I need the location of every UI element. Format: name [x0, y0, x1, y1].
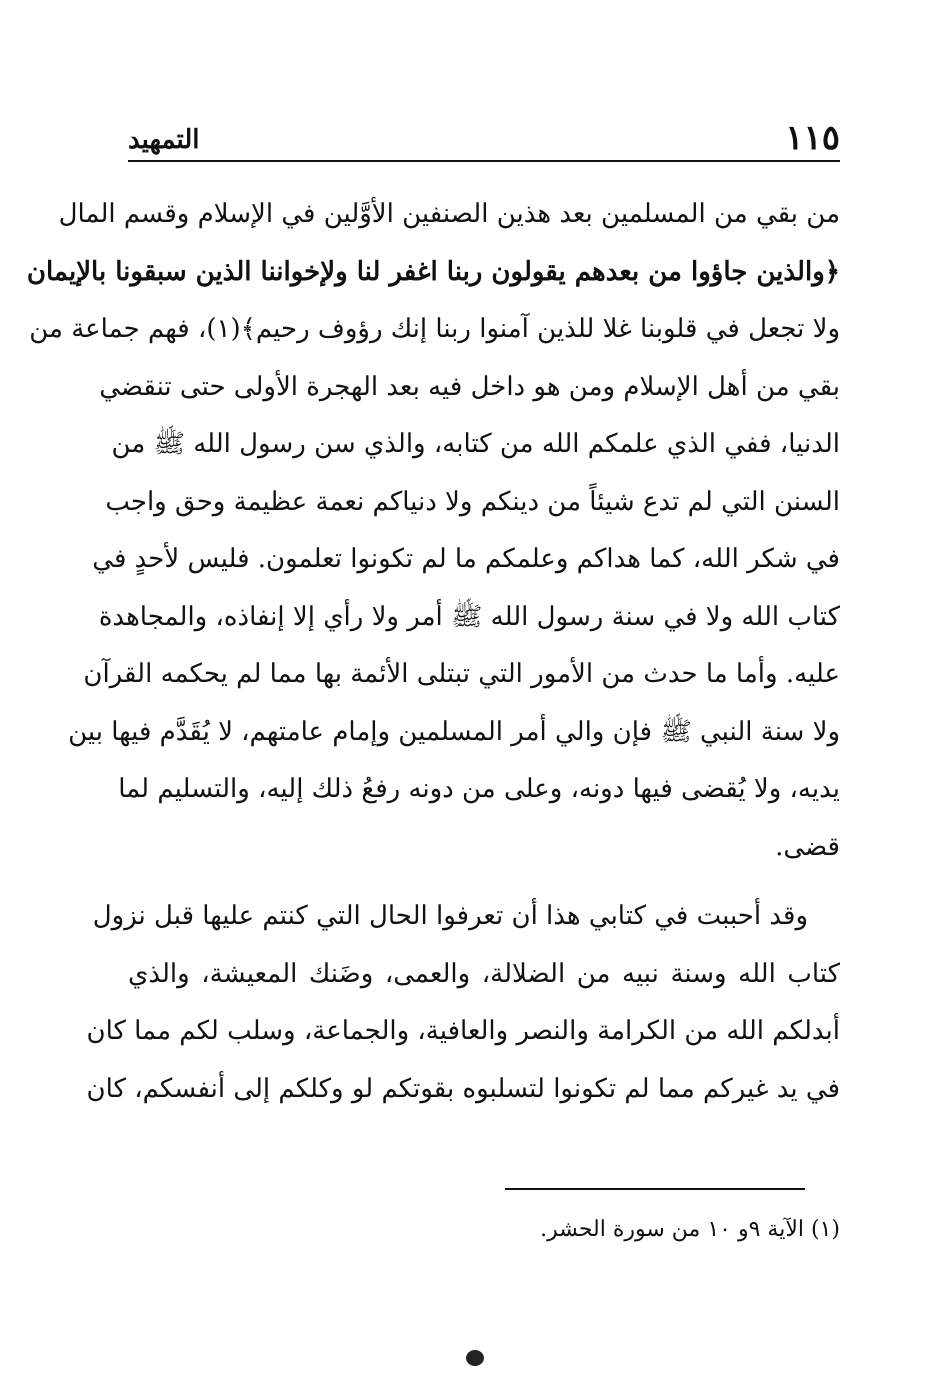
text-line: من بقي من المسلمين بعد هذين الصنفين الأوَّلين في الإسلام وقسم المال — [58, 199, 840, 229]
text-line: كتاب الله وسنة نبيه من الضلالة، والعمى، وضَنك المعيشة، والذي — [128, 958, 840, 989]
text-line: ﴿والذين جاؤوا من بعدهم يقولون ربنا اغفر لنا ولإخواننا الذين سبقونا بالإيمان — [26, 256, 840, 287]
paragraph-gap — [128, 876, 840, 888]
text-line: أبدلكم الله من الكرامة والنصر والعافية، والجماعة، وسلب لكم مما كان — [86, 1016, 840, 1046]
text-line: عليه. وأما ما حدث من الأمور التي تبتلى الأئمة بها مما لم يحكمه القرآن — [83, 659, 840, 689]
text-line: بقي من أهل الإسلام ومن هو داخل فيه بعد الهجرة الأولى حتى تنقضي — [99, 371, 840, 402]
footnote-rule — [505, 1188, 805, 1190]
text-line: قضى. — [775, 831, 840, 862]
text-line: يديه، ولا يُقضى فيها دونه، وعلى من دونه رفعُ ذلك إليه، والتسليم لما — [118, 774, 840, 804]
text-line: في شكر الله، كما هداكم وعلمكم ما لم تكونوا تعلمون. فليس لأحدٍ في — [92, 544, 840, 574]
running-title: التمهيد — [128, 125, 200, 155]
text-line: كتاب الله ولا في سنة رسول الله ﷺ أمر ولا رأي إلا إنفاذه، والمجاهدة — [98, 601, 840, 632]
footer-ornament — [466, 1350, 484, 1366]
page-header — [128, 118, 840, 162]
text-line: ولا تجعل في قلوبنا غلا للذين آمنوا ربنا إنك رؤوف رحيم﴾(١)، فهم جماعة من — [29, 314, 840, 344]
text-line: الدنيا، ففي الذي علمكم الله من كتابه، والذي سن رسول الله ﷺ من — [111, 429, 840, 459]
body-text — [26, 186, 840, 1118]
text-line: في يد غيركم مما لم تكونوا لتسلبوه بقوتكم لو وكلكم إلى أنفسكم، كان — [86, 1073, 840, 1104]
text-line: ولا سنة النبي ﷺ فإن والي أمر المسلمين وإمام عامتهم، لا يُقَدَّم فيها بين — [68, 716, 840, 747]
footnote: (١) الآية ٩و ١٠ من سورة الحشر. — [540, 1217, 840, 1242]
text-line: السنن التي لم تدع شيئاً من دينكم ولا دنياكم نعمة عظيمة وحق واجب — [105, 486, 840, 517]
text-line: وقد أحببت في كتابي هذا أن تعرفوا الحال التي كنتم عليها قبل نزول — [92, 901, 808, 931]
header-rule — [128, 160, 840, 162]
page-number: ١١٥ — [785, 118, 840, 158]
